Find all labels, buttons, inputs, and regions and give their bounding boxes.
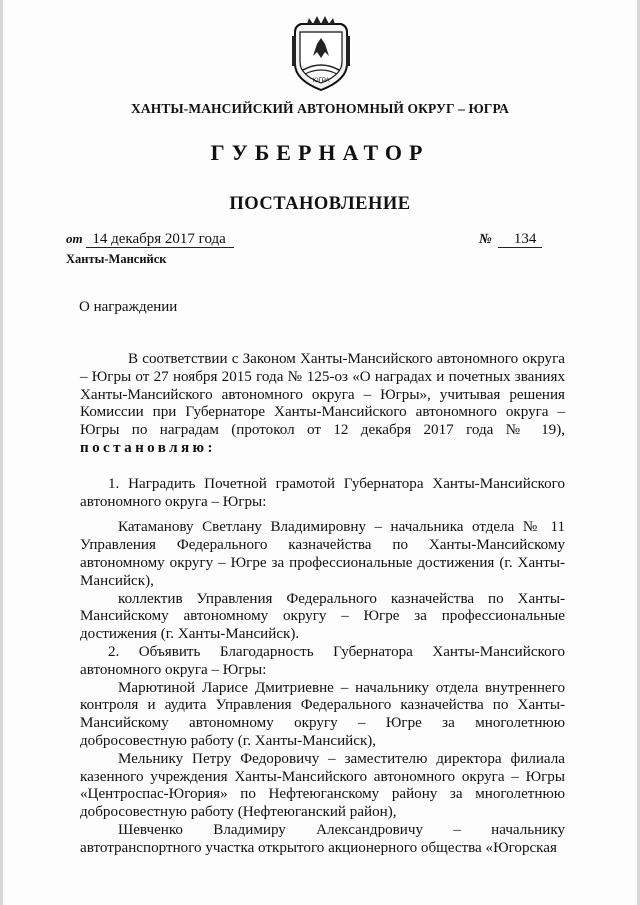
preamble-text: В соответствии с Законом Ханты-Мансийского автономного округа – Югры от 27 ноября 2015 года № 125-оз «О наградах и почетных званиях Ханты-Мансийского автономного округа – Югры», учитывая решения Комиссии при Губернаторе Ханты-Мансийского автономного округа – Югры по наградам (протокол от 12 декабря 2017 года № 19), [80,351,565,439]
date-prefix: от [66,231,83,246]
resolve-word: постановляю: [80,439,216,456]
region-title: ХАНТЫ-МАНСИЙСКИЙ АВТОНОМНЫЙ ОКРУГ – ЮГРА [131,101,509,116]
item-1: 1. Наградить Почетной грамотой Губернатора Ханты-Мансийского автономного округа – Югры: [80,475,565,510]
scan-left-edge [0,0,3,905]
award-paragraph-1: Катаманову Светлану Владимировну – начальника отдела № 11 Управления Федерального казначейства по Ханты-Мансийскому автономному округу – Югре за профессиональные достижения (г. Ханты-Мансийск), [80,519,565,589]
svg-text:ЮГРА: ЮГРА [312,78,330,84]
award-paragraph-2: коллектив Управления Федерального казначейства по Ханты-Мансийскому автономному округу – Югре за профессиональные достижения (г. Ханты-Мансийск). [80,590,565,643]
document-body [80,351,565,858]
date-value: 14 декабря 2017 года [86,231,233,248]
document-type: ПОСТАНОВЛЕНИЕ [229,194,411,214]
office-title: ГУБЕРНАТОР [210,140,430,165]
number-prefix: № [479,232,492,247]
coat-of-arms-emblem [289,12,353,92]
document-date [66,231,234,248]
thanks-paragraph-3: Шевченко Владимиру Александровичу – начальнику автотранспортного участка открытого акционерного общества «Югорская [80,821,565,856]
thanks-paragraph-1: Марютиной Ларисе Дмитриевне – начальнику отдела внутреннего контроля и аудита Управления Федерального казначейства по Ханты-Мансийскому автономному округу – Югре за многолетнюю добросовестную работу (г. Ханты-Мансийск), [80,679,565,749]
document-number [479,231,542,248]
preamble-paragraph [80,351,565,458]
item-2: 2. Объявить Благодарность Губернатора Ханты-Мансийского автономного округа – Югры: [80,643,565,678]
number-value: 134 [498,231,543,248]
thanks-paragraph-2: Мельнику Петру Федоровичу – заместителю директора филиала казенного учреждения Ханты-Мансийского автономного округа – Югры «Центроспас-Югория» по Нефтеюганскому району за многолетнюю добросовестную работу (Нефтеюганский район), [80,750,565,821]
document-subject: О награждении [79,299,178,315]
document-city: Ханты-Мансийск [66,252,167,266]
